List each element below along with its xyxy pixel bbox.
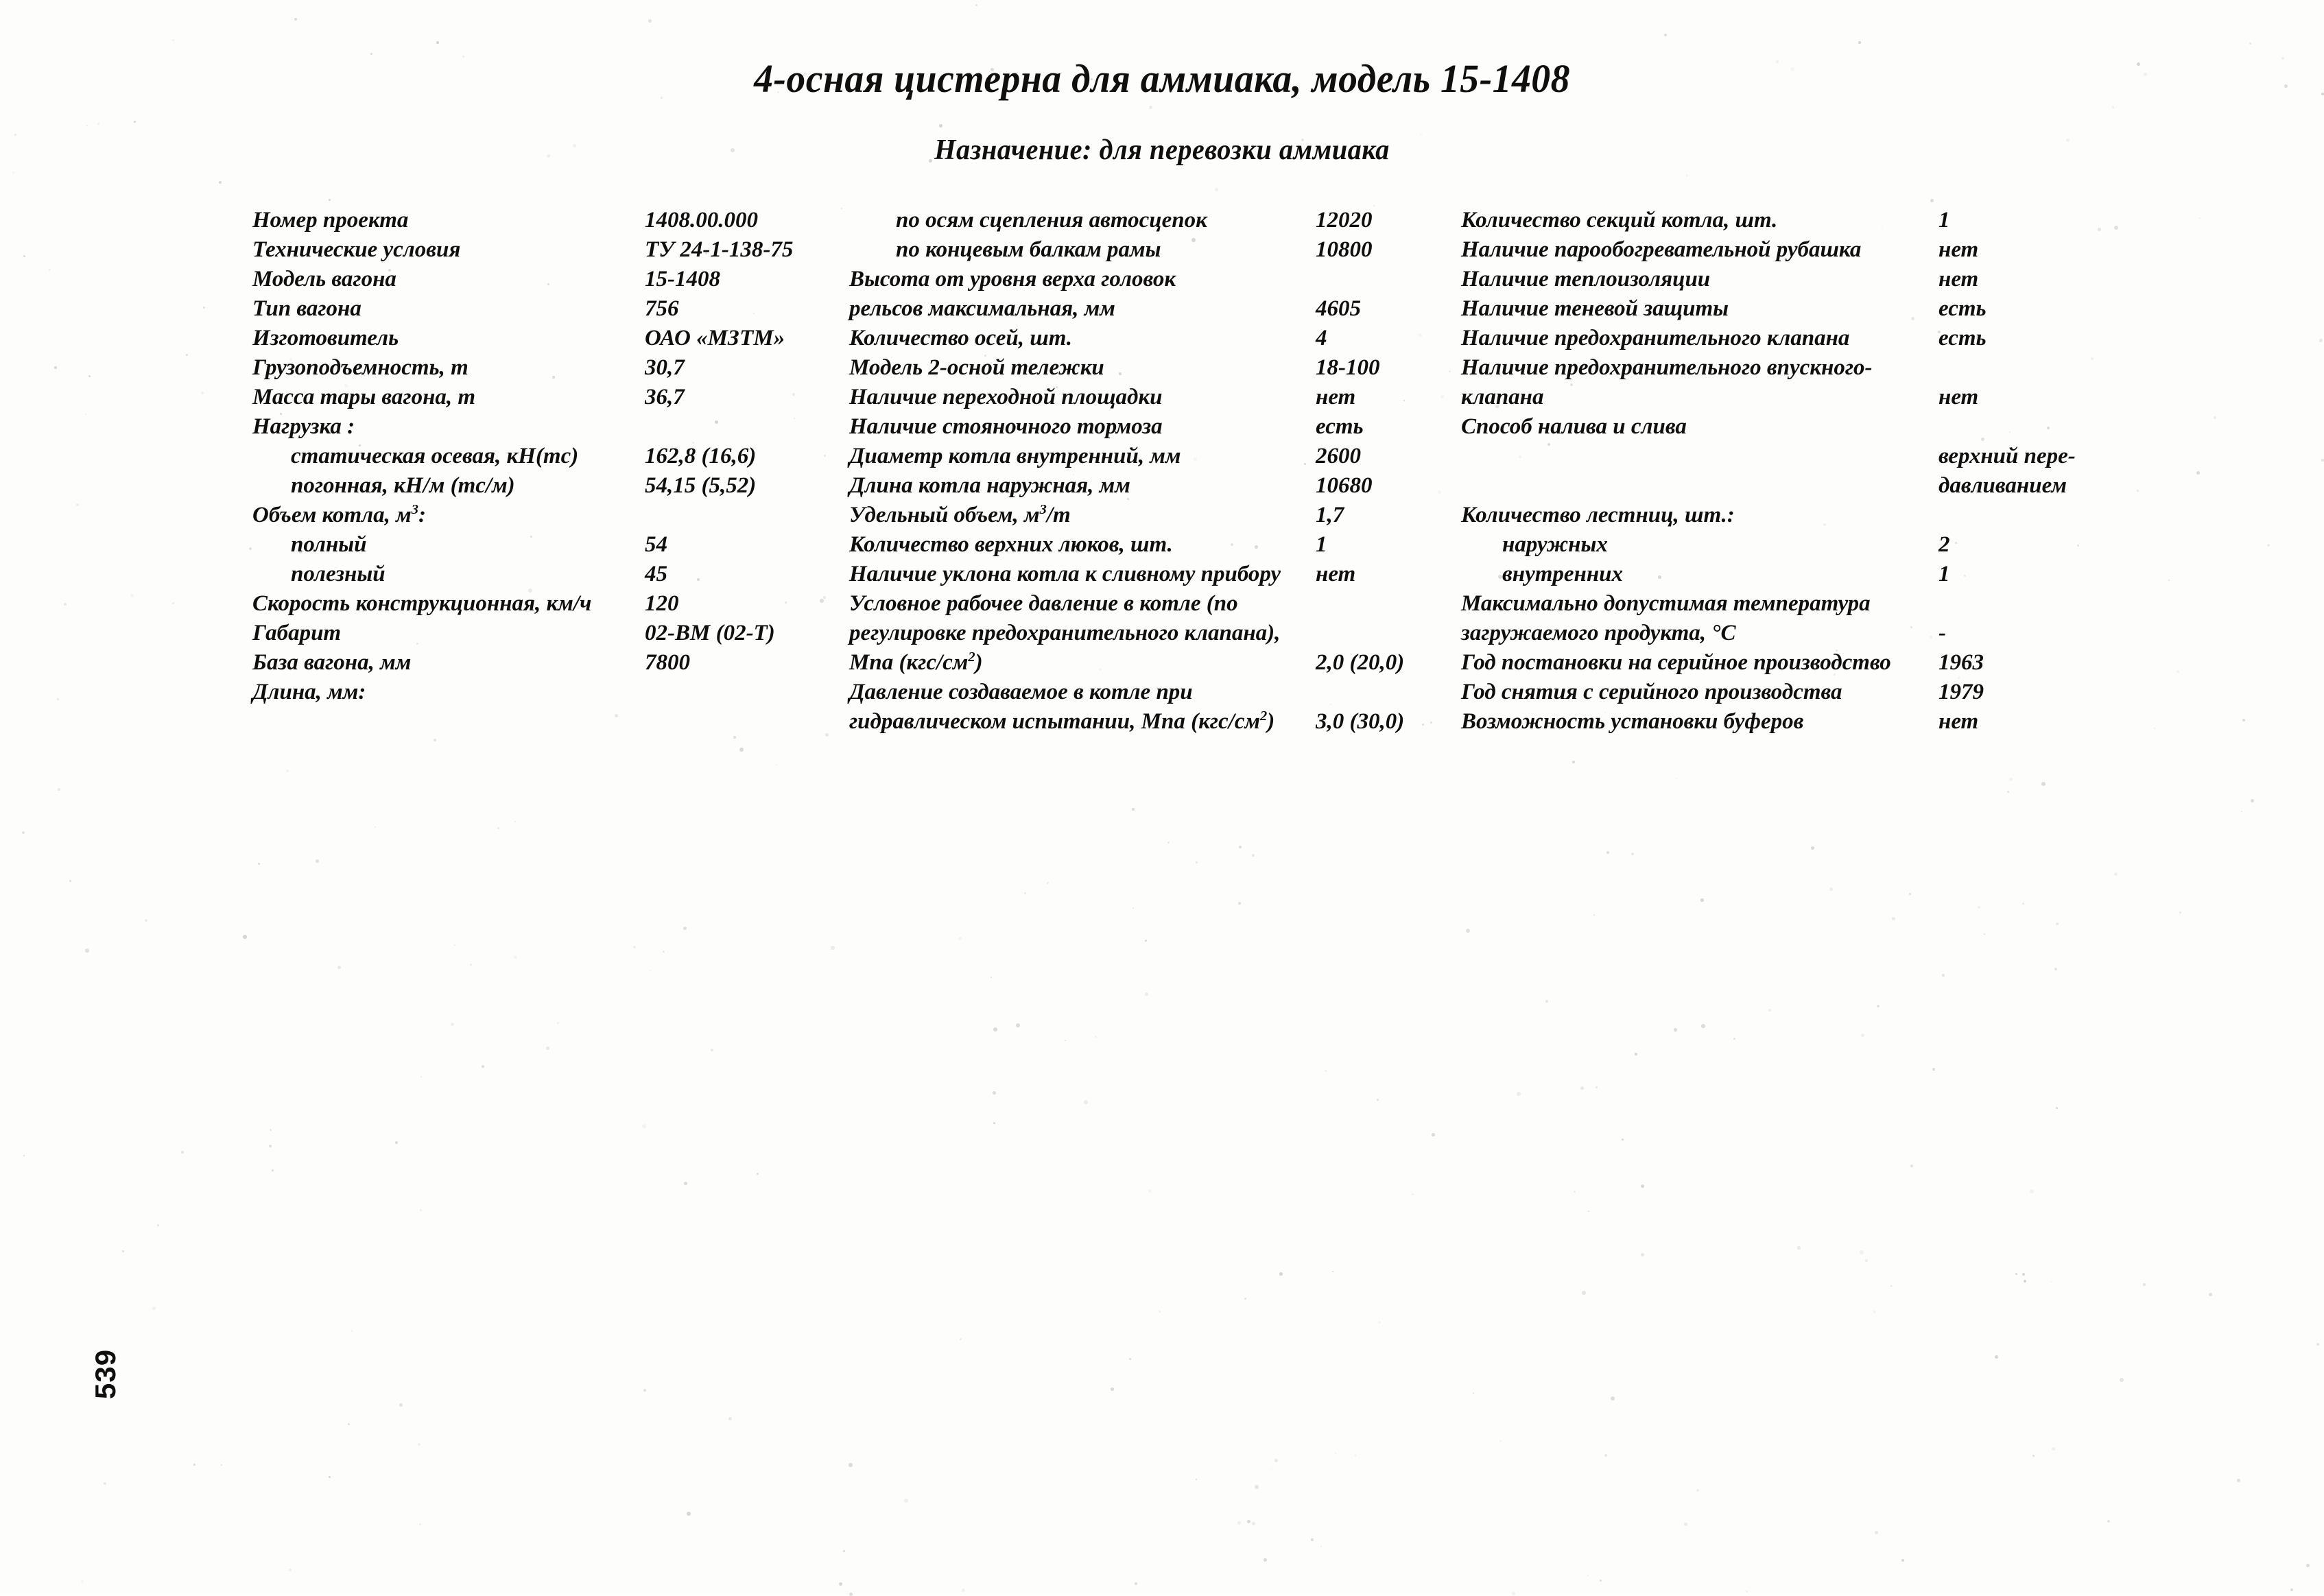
spec-row	[252, 471, 757, 501]
spec-row	[849, 471, 1373, 501]
spec-label: Мпа $(кгс/см^2)$	[849, 650, 983, 675]
spec-row	[1461, 353, 1941, 383]
spec-label: по осям сцепления автосцепок	[896, 208, 1207, 233]
spec-value: нет	[1316, 562, 1356, 586]
spec-row	[252, 265, 720, 294]
spec-value: 36,7	[645, 385, 685, 409]
spec-label: Длина, мм:	[252, 680, 366, 704]
spec-row	[1461, 206, 1950, 235]
spec-label: по концевым балкам рамы	[896, 237, 1161, 262]
spec-value: 7800	[645, 650, 690, 675]
page-folio-number: 539	[89, 1348, 121, 1399]
spec-column-left	[252, 206, 794, 707]
spec-row	[252, 560, 667, 589]
spec-row	[849, 324, 1327, 353]
spec-value: 45	[645, 562, 667, 586]
spec-label: Количество секций котла, шт.	[1461, 208, 1778, 233]
spec-row	[252, 324, 785, 353]
spec-row	[849, 383, 1356, 412]
spec-row	[252, 294, 679, 324]
spec-value: нет	[1938, 267, 1979, 291]
spec-label: Тип вагона	[252, 296, 361, 321]
spec-row	[252, 589, 679, 619]
spec-row	[849, 530, 1327, 560]
spec-row	[849, 294, 1361, 324]
spec-value: 2,0 (20,0)	[1316, 650, 1405, 675]
spec-label: Год снятия с серийного производства	[1461, 680, 1842, 704]
spec-label: Наличие уклона котла к сливному прибору	[849, 562, 1281, 586]
spec-row	[252, 353, 685, 383]
spec-row	[849, 648, 1405, 678]
spec-label: Номер проекта	[252, 208, 409, 233]
spec-label: Условное рабочее давление в котле (по	[849, 591, 1238, 616]
spec-row	[849, 501, 1344, 530]
spec-label: Наличие предохранительного клапана	[1461, 326, 1850, 350]
spec-column-right	[1461, 206, 2076, 737]
spec-value: 3,0 (30,0)	[1316, 709, 1405, 734]
spec-value: 1	[1938, 208, 1950, 233]
spec-label: Грузоподъемность, т	[252, 355, 469, 380]
spec-row	[1461, 412, 2076, 498]
spec-label: наружных	[1502, 532, 1608, 557]
spec-value: 2	[1938, 532, 1950, 557]
spec-row	[849, 265, 1323, 294]
spec-label: полезный	[291, 562, 386, 586]
spec-value: нет	[1938, 709, 1979, 734]
spec-row	[849, 589, 1323, 619]
spec-row	[849, 678, 1323, 707]
spec-column-middle	[849, 206, 1405, 737]
spec-label: Объем котла, $м^3$:	[252, 502, 426, 527]
spec-label: Количество лестниц, шт.:	[1461, 503, 1735, 527]
spec-value: ТУ 24-1-138-75	[645, 237, 794, 262]
spec-row	[252, 648, 690, 678]
spec-value: нет	[1938, 385, 1979, 409]
spec-value: 12020	[1316, 208, 1373, 233]
spec-row	[1461, 589, 1941, 619]
spec-row	[849, 619, 1323, 648]
spec-value: 1	[1938, 562, 1950, 586]
spec-value: 15-1408	[645, 267, 720, 291]
spec-label: Нагрузка :	[252, 414, 355, 439]
spec-value: 756	[645, 296, 679, 321]
page-title: 4-осная цистерна для аммиака, модель 15-1408	[754, 56, 1570, 101]
spec-label: Габарит	[252, 621, 342, 645]
spec-value: 1979	[1938, 680, 1984, 704]
spec-label: Количество верхних люков, шт.	[849, 532, 1173, 557]
spec-row	[252, 530, 667, 560]
spec-label: регулировке предохранительного клапана),	[849, 621, 1281, 645]
spec-value: верхний пере- давливанием	[1938, 444, 2076, 498]
spec-row	[1461, 678, 1984, 707]
spec-value: 54,15 (5,52)	[645, 473, 757, 498]
spec-label: Модель 2-осной тележки	[849, 355, 1104, 380]
spec-row	[252, 678, 650, 707]
spec-value: 1963	[1938, 650, 1984, 675]
spec-value: 1408.00.000	[645, 208, 758, 233]
spec-row	[1461, 294, 1987, 324]
spec-label: Наличие предохранительного впускного-	[1461, 355, 1873, 380]
spec-label: Наличие теневой защиты	[1461, 296, 1729, 321]
spec-label: гидравлическом испытании, Мпа $(кгс/см^2)$	[849, 708, 1275, 734]
spec-row	[849, 235, 1373, 265]
spec-value: 162,8 (16,6)	[645, 444, 757, 468]
spec-value: есть	[1938, 296, 1987, 321]
spec-value: 2600	[1316, 444, 1361, 468]
spec-label: Наличие стояночного тормоза	[849, 414, 1163, 439]
spec-row	[1461, 501, 1941, 530]
spec-label: Диаметр котла внутренний, мм	[849, 444, 1181, 468]
spec-label: погонная, кН/м (тс/м)	[291, 473, 515, 498]
spec-value: нет	[1316, 385, 1356, 409]
spec-row	[1461, 324, 1987, 353]
spec-value: 10680	[1316, 473, 1373, 498]
spec-value: 02-ВМ (02-Т)	[645, 621, 775, 645]
spec-label: внутренних	[1502, 562, 1624, 586]
spec-label: Количество осей, шт.	[849, 326, 1073, 350]
spec-value: есть	[1938, 326, 1987, 350]
spec-label: Способ налива и слива	[1461, 414, 1687, 439]
spec-row	[1461, 707, 1979, 737]
spec-label: Удельный объем, $м^3/т$	[849, 502, 1071, 527]
spec-row	[252, 206, 758, 235]
spec-row	[252, 383, 685, 412]
spec-label: Технические условия	[252, 237, 461, 262]
spec-row	[252, 619, 775, 648]
spec-label: База вагона, мм	[252, 650, 412, 675]
spec-label: Максимально допустимая температура	[1461, 591, 1871, 616]
spec-row	[1461, 619, 1946, 648]
spec-label: рельсов максимальная, мм	[849, 296, 1115, 321]
spec-label: загружаемого продукта, °C	[1461, 621, 1736, 645]
spec-value: -	[1938, 621, 1946, 645]
spec-row	[1461, 235, 1979, 265]
spec-row	[252, 442, 757, 471]
spec-row	[1461, 471, 1941, 501]
spec-label: Скорость конструкционная, км/ч	[252, 591, 592, 616]
spec-row	[252, 412, 650, 442]
spec-row	[849, 560, 1356, 589]
spec-value: 120	[645, 591, 679, 616]
spec-row	[849, 412, 1364, 442]
spec-label: Длина котла наружная, мм	[849, 473, 1130, 498]
spec-label: Высота от уровня верха головок	[849, 267, 1176, 291]
spec-row	[1461, 383, 1979, 412]
spec-label: Масса тары вагона, т	[252, 385, 476, 409]
spec-value: есть	[1316, 414, 1364, 439]
spec-row	[1461, 530, 1950, 560]
spec-label: Изготовитель	[252, 326, 399, 350]
spec-label: Возможность установки буферов	[1461, 709, 1804, 734]
spec-label: статическая осевая, кН(тс)	[291, 444, 579, 468]
spec-value: нет	[1938, 237, 1979, 262]
spec-value: ОАО «МЗТМ»	[645, 326, 785, 350]
spec-row	[849, 442, 1361, 471]
spec-label: Наличие парообогревательной рубашка	[1461, 237, 1862, 262]
spec-value: 10800	[1316, 237, 1373, 262]
spec-label: Год постановки на серийное производство	[1461, 650, 1891, 675]
spec-row	[849, 206, 1373, 235]
page-subtitle: Назначение: для перевозки аммиака	[934, 134, 1390, 166]
spec-value: 18-100	[1316, 355, 1380, 380]
spec-label: Модель вагона	[252, 267, 396, 291]
spec-value: 4	[1316, 326, 1327, 350]
spec-value: 4605	[1316, 296, 1361, 321]
spec-row	[252, 501, 650, 530]
spec-label: Давление создаваемое в котле при	[849, 680, 1193, 704]
spec-value: 30,7	[645, 355, 685, 380]
spec-label: Наличие переходной площадки	[849, 385, 1163, 409]
spec-row	[252, 235, 794, 265]
spec-row	[1461, 265, 1979, 294]
spec-value: 1,7	[1316, 503, 1344, 527]
spec-label: Наличие теплоизоляции	[1461, 267, 1711, 291]
spec-value: 1	[1316, 532, 1327, 557]
spec-row	[1461, 648, 1984, 678]
spec-row	[849, 707, 1405, 737]
spec-row	[1461, 560, 1950, 589]
spec-value: 54	[645, 532, 667, 557]
spec-label: полный	[291, 532, 367, 557]
spec-label: клапана	[1461, 385, 1544, 409]
spec-row	[849, 353, 1380, 383]
